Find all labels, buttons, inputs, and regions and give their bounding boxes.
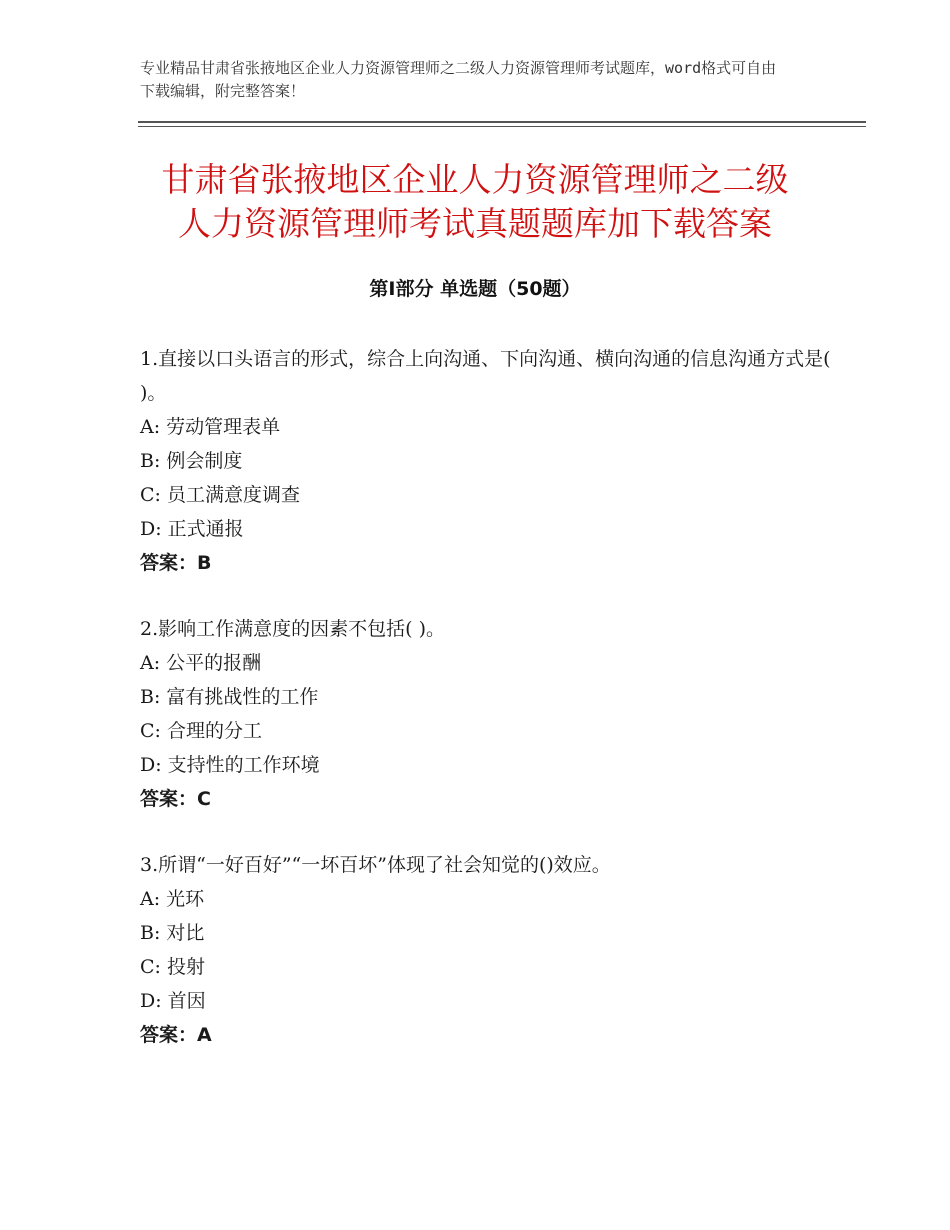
answer-label: 答案：A xyxy=(140,1024,212,1046)
answer-label: 答案：C xyxy=(140,788,211,810)
question-3 xyxy=(140,848,840,1052)
option-c: C: 员工满意度调查 xyxy=(140,484,300,506)
document-title xyxy=(100,158,850,246)
option-a: A: 劳动管理表单 xyxy=(140,416,281,438)
title-line-1: 甘肃省张掖地区企业人力资源管理师之二级 xyxy=(161,160,789,199)
title-line-2: 人力资源管理师考试真题题库加下载答案 xyxy=(178,204,772,243)
question-stem: 2.影响工作满意度的因素不包括( )。 xyxy=(140,618,445,640)
option-d: D: 首因 xyxy=(140,990,206,1012)
option-c: C: 合理的分工 xyxy=(140,720,262,742)
section-heading: 第Ⅰ部分 单选题（50题） xyxy=(369,278,581,300)
option-c: C: 投射 xyxy=(140,956,205,978)
question-stem: 1.直接以口头语言的形式，综合上向沟通、下向沟通、横向沟通的信息沟通方式是( )。 xyxy=(140,348,831,404)
option-b: B: 富有挑战性的工作 xyxy=(140,686,319,708)
header-divider-thin xyxy=(138,126,866,127)
option-a: A: 公平的报酬 xyxy=(140,652,262,674)
header-note: 专业精品甘肃省张掖地区企业人力资源管理师之二级人力资源管理师考试题库，word格式可自由下载编辑，附完整答案！ xyxy=(140,59,777,100)
option-b: B: 例会制度 xyxy=(140,450,243,472)
option-b: B: 对比 xyxy=(140,922,205,944)
question-stem: 3.所谓“一好百好”“一坏百坏”体现了社会知觉的()效应。 xyxy=(140,854,611,876)
header-divider-thick xyxy=(138,121,866,123)
option-a: A: 光环 xyxy=(140,888,205,910)
option-d: D: 支持性的工作环境 xyxy=(140,754,320,776)
question-1 xyxy=(140,342,840,580)
question-2 xyxy=(140,612,840,816)
question-list xyxy=(140,342,840,1084)
answer-label: 答案：B xyxy=(140,552,212,574)
option-d: D: 正式通报 xyxy=(140,518,244,540)
